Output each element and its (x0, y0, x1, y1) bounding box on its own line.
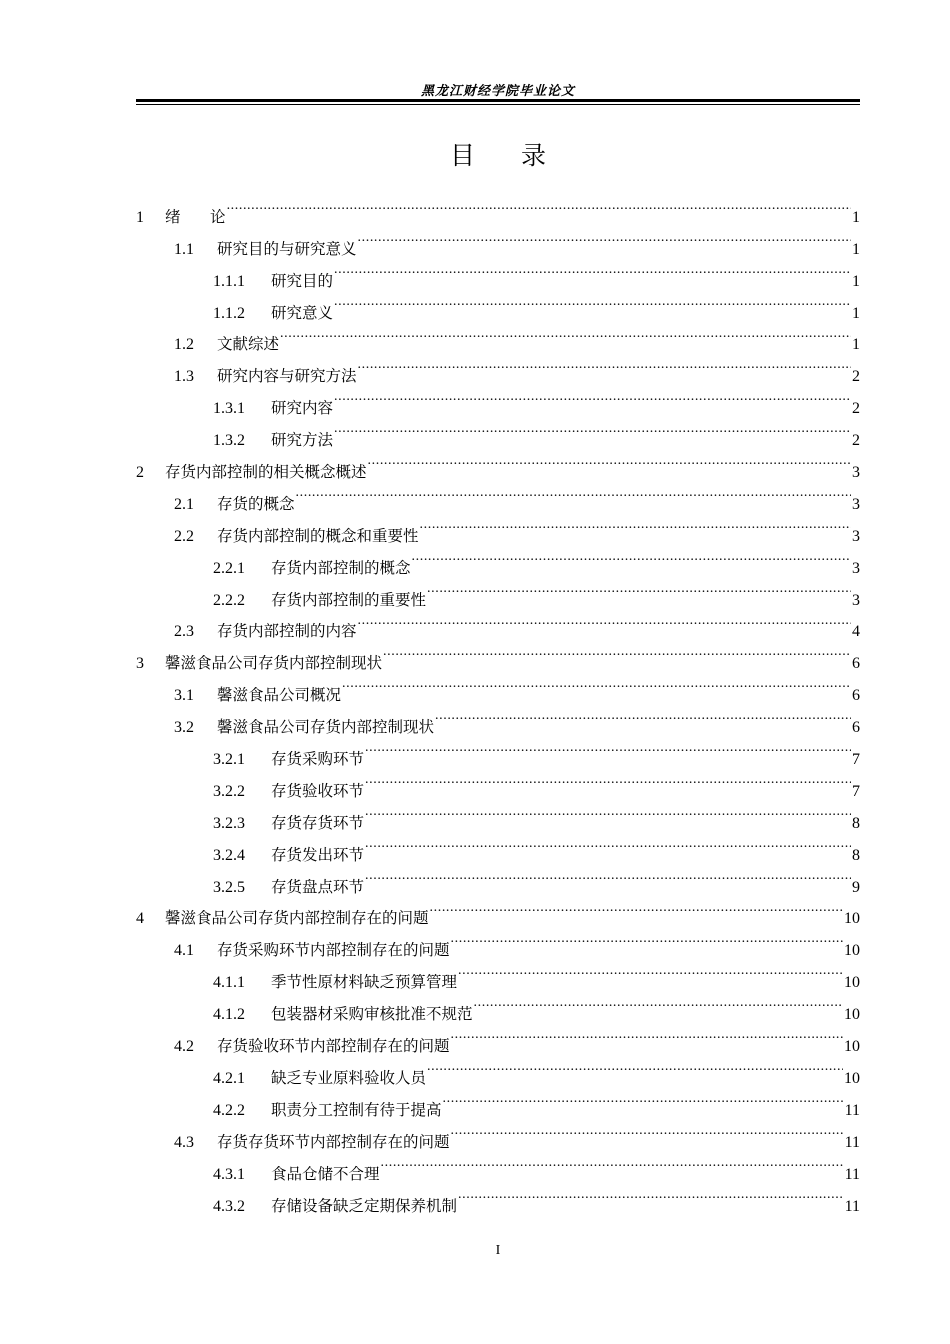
toc-entry-number: 2.2.1 (213, 559, 245, 577)
toc-dot-leader (435, 700, 851, 732)
toc-entry-page: 7 (852, 751, 860, 769)
toc-entry-title: 存货采购环节内部控制存在的问题 (217, 941, 450, 960)
toc-dot-leader (420, 509, 851, 541)
toc-entry-page: 11 (844, 1101, 860, 1119)
toc-entry-title: 存货发出环节 (271, 845, 365, 864)
toc-entry-title: 存货验收环节内部控制存在的问题 (217, 1037, 450, 1056)
toc-entry-page: 8 (852, 814, 860, 832)
toc-entry-number: 2.3 (174, 623, 194, 641)
toc-entry-page: 6 (852, 655, 860, 673)
toc-entry-page: 1 (852, 208, 860, 226)
toc-entry-title: 绪 论 (165, 207, 226, 226)
toc-dot-leader (227, 190, 851, 222)
toc-entry-title: 馨滋食品公司存货内部控制存在的问题 (165, 909, 429, 928)
toc-entry-title: 存货验收环节 (271, 781, 365, 800)
toc-entry-number: 1.3 (174, 368, 194, 386)
toc-entry-page: 10 (844, 942, 860, 960)
toc-entry-number: 1.1 (174, 240, 194, 258)
toc-entry-title: 馨滋食品公司存货内部控制现状 (217, 718, 435, 737)
toc-dot-leader (296, 477, 851, 509)
toc-entry-title: 包装器材采购审核批准不规范 (271, 1005, 473, 1024)
toc-entry-page: 11 (844, 1165, 860, 1183)
toc-entry-number: 4.3.1 (213, 1165, 245, 1183)
toc-entry-number: 1.2 (174, 336, 194, 354)
toc-entry-page: 3 (852, 495, 860, 513)
toc-entry-title: 职责分工控制有待于提高 (271, 1100, 442, 1119)
toc-entry-page: 2 (852, 400, 860, 418)
toc-entry-number: 3.2 (174, 719, 194, 737)
toc-entry[interactable] (136, 190, 860, 226)
toc-title: 目录 (449, 141, 592, 170)
toc-entry-page: 3 (852, 527, 860, 545)
toc-entry-page: 1 (852, 304, 860, 322)
toc-entry-number: 4.2 (174, 1038, 194, 1056)
toc-entry-number: 3.1 (174, 687, 194, 705)
toc-dot-leader (381, 1147, 844, 1179)
toc-entry-title: 缺乏专业原料验收人员 (271, 1068, 427, 1087)
toc-dot-leader (358, 222, 851, 254)
toc-entry-page: 10 (844, 974, 860, 992)
toc-entry-title: 馨滋食品公司存货内部控制现状 (165, 654, 383, 673)
toc-entry-number: 3.2.1 (213, 751, 245, 769)
toc-entry-number: 3 (136, 655, 144, 673)
toc-entry-number: 4.2.2 (213, 1101, 245, 1119)
toc-dot-leader (342, 668, 851, 700)
toc-entry-title: 存储设备缺乏定期保养机制 (271, 1196, 458, 1215)
toc-entry-page: 10 (844, 910, 860, 928)
toc-entry-title: 研究目的与研究意义 (217, 239, 357, 258)
toc-entry-page: 10 (844, 1038, 860, 1056)
toc-entry-number: 1.3.2 (213, 432, 245, 450)
toc-entry-number: 3.2.5 (213, 878, 245, 896)
toc-entry-page: 4 (852, 623, 860, 641)
toc-entry-number: 1.3.1 (213, 400, 245, 418)
toc-dot-leader (458, 1179, 844, 1211)
header-rule-thin (136, 104, 860, 105)
toc-entry-number: 1.1.2 (213, 304, 245, 322)
toc-entry-title: 存货内部控制的相关概念概述 (165, 463, 367, 482)
toc-entry-page: 3 (852, 591, 860, 609)
toc-entry-page: 11 (844, 1133, 860, 1151)
toc-entry-number: 4.1 (174, 942, 194, 960)
toc-dot-leader (334, 381, 851, 413)
toc-entry-title: 存货的概念 (217, 494, 295, 513)
toc-dot-leader (365, 860, 851, 892)
toc-dot-leader (368, 445, 851, 477)
toc-entry-number: 2.1 (174, 495, 194, 513)
toc-entry-page: 6 (852, 687, 860, 705)
toc-entry-title: 研究目的 (271, 271, 334, 290)
toc-entry-number: 4.1.1 (213, 974, 245, 992)
toc-entry-title: 研究内容与研究方法 (217, 367, 357, 386)
toc-entry-number: 3.2.4 (213, 846, 245, 864)
toc-entry-number: 4.3.2 (213, 1197, 245, 1215)
toc-dot-leader (358, 349, 851, 381)
toc-entry-page: 2 (852, 432, 860, 450)
toc-entry-title: 研究意义 (271, 303, 334, 322)
toc-dot-leader (430, 892, 843, 924)
toc-entry-page: 1 (852, 272, 860, 290)
toc-dot-leader (334, 254, 851, 286)
toc-entry-title: 馨滋食品公司概况 (217, 686, 342, 705)
toc-entry-title: 季节性原材料缺乏预算管理 (271, 973, 458, 992)
toc-dot-leader (383, 636, 851, 668)
toc-entry-title: 研究内容 (271, 399, 334, 418)
toc-dot-leader (458, 955, 843, 987)
toc-dot-leader (412, 541, 851, 573)
toc-entry-page: 7 (852, 782, 860, 800)
page-number: I (495, 1243, 501, 1258)
toc-entry-title: 存货存货环节 (271, 813, 365, 832)
toc-entry-title: 存货采购环节 (271, 750, 365, 769)
toc-entry-number: 3.2.3 (213, 814, 245, 832)
toc-entry-title: 存货盘点环节 (271, 877, 365, 896)
table-of-contents (136, 190, 860, 1215)
toc-dot-leader (427, 1051, 843, 1083)
toc-entry-page: 1 (852, 240, 860, 258)
toc-entry-page: 9 (852, 878, 860, 896)
toc-entry-title: 存货内部控制的概念 (271, 558, 411, 577)
toc-dot-leader (365, 732, 851, 764)
toc-entry-number: 2.2 (174, 527, 194, 545)
document-header: 黑龙江财经学院毕业论文 (420, 84, 575, 99)
toc-entry-number: 2 (136, 464, 144, 482)
toc-dot-leader (451, 923, 843, 955)
toc-entry[interactable] (136, 222, 860, 258)
toc-entry-page: 3 (852, 559, 860, 577)
toc-entry-page: 6 (852, 719, 860, 737)
toc-dot-leader (334, 413, 851, 445)
toc-entry-number: 4.2.1 (213, 1069, 245, 1087)
toc-entry-page: 2 (852, 368, 860, 386)
toc-entry-title: 存货内部控制的内容 (217, 622, 357, 641)
toc-entry-title: 存货存货环节内部控制存在的问题 (217, 1132, 450, 1151)
toc-dot-leader (280, 318, 851, 350)
toc-dot-leader (365, 828, 851, 860)
toc-entry-title: 存货内部控制的概念和重要性 (217, 526, 419, 545)
toc-dot-leader (451, 1019, 843, 1051)
toc-entry-page: 3 (852, 464, 860, 482)
toc-entry-title: 存货内部控制的重要性 (271, 590, 427, 609)
toc-entry-number: 4.3 (174, 1133, 194, 1151)
toc-entry-number: 3.2.2 (213, 782, 245, 800)
toc-entry-page: 11 (844, 1197, 860, 1215)
toc-entry-title: 食品仓储不合理 (271, 1164, 380, 1183)
toc-entry-page: 8 (852, 846, 860, 864)
toc-entry-page: 10 (844, 1006, 860, 1024)
toc-entry-page: 10 (844, 1069, 860, 1087)
header-rule-thick (136, 99, 860, 102)
toc-dot-leader (365, 796, 851, 828)
toc-entry-number: 1.1.1 (213, 272, 245, 290)
toc-dot-leader (474, 987, 843, 1019)
toc-dot-leader (365, 764, 851, 796)
toc-entry-title: 文献综述 (217, 335, 280, 354)
toc-dot-leader (427, 573, 851, 605)
toc-entry-number: 2.2.2 (213, 591, 245, 609)
toc-dot-leader (451, 1115, 844, 1147)
toc-dot-leader (334, 286, 851, 318)
toc-dot-leader (358, 605, 851, 637)
toc-entry-number: 1 (136, 208, 144, 226)
toc-entry-page: 1 (852, 336, 860, 354)
toc-entry-title: 研究方法 (271, 431, 334, 450)
toc-dot-leader (443, 1083, 844, 1115)
toc-entry-number: 4.1.2 (213, 1006, 245, 1024)
toc-entry-number: 4 (136, 910, 144, 928)
